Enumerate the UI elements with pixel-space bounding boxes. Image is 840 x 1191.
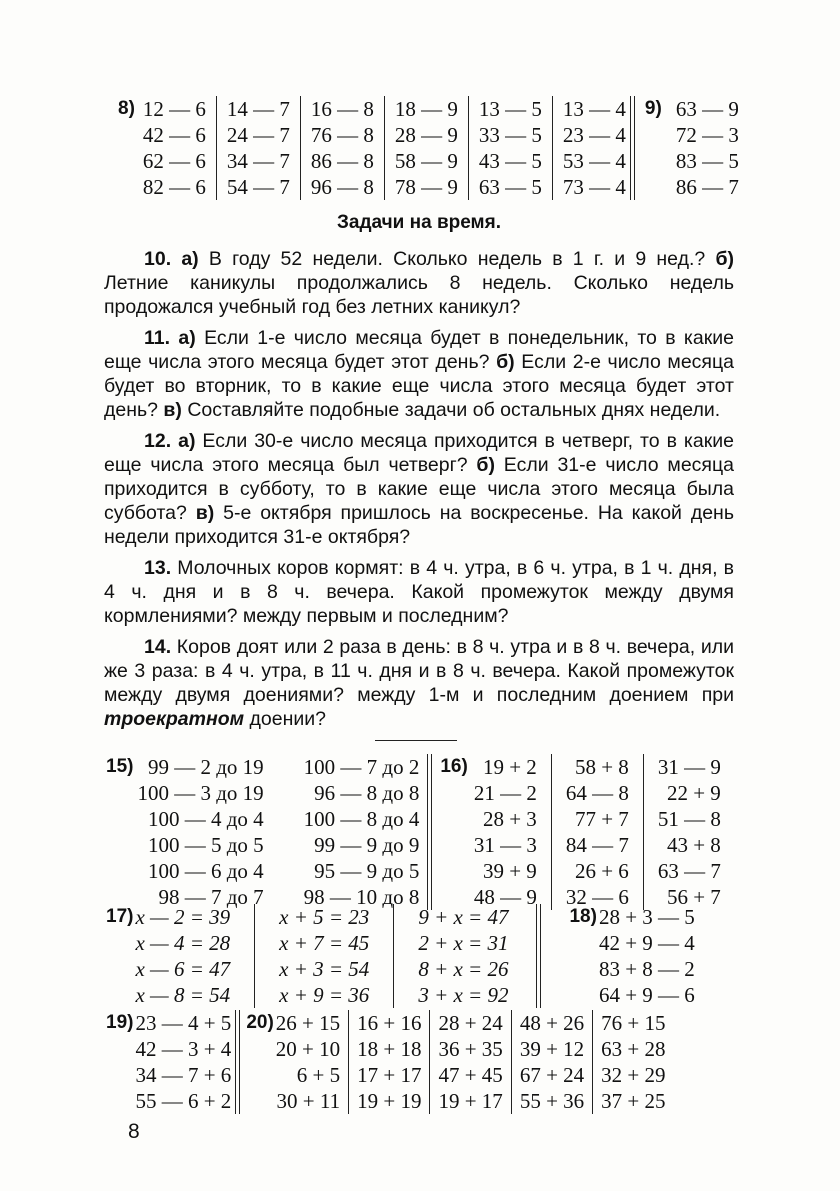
ex8-column xyxy=(143,96,206,200)
ex16-column xyxy=(474,754,537,910)
exercise-label: 20) xyxy=(246,1012,274,1033)
column-divider xyxy=(643,754,644,910)
expression: 22 + 9 xyxy=(666,781,721,805)
expression: 100 — 4 до 4 xyxy=(147,807,264,831)
ex8-column xyxy=(563,96,626,200)
expression: 39 + 9 xyxy=(482,859,537,883)
expression: 13 — 5 xyxy=(478,97,542,121)
ex9-column xyxy=(676,96,739,200)
expression: 43 — 5 xyxy=(478,149,542,173)
exercise-8-9 xyxy=(118,96,739,200)
problem-text: Летние каникулы продолжались 8 недель. Сколько недель продожался учебный год без летних каникул? xyxy=(104,272,734,318)
expression: 78 — 9 xyxy=(394,175,458,199)
problem-text: Если 31-е число месяца приходится в субботу, то в какие еще числа этого месяца была суббота? xyxy=(104,454,734,524)
expression: 99 — 2 до 19 xyxy=(147,755,264,779)
problem-text: Составляйте подобные задачи об остальных днях недели. xyxy=(181,399,721,421)
expression: 19 + 19 xyxy=(357,1089,422,1113)
part-label: а) xyxy=(178,327,196,349)
equation: x — 4 = 28 xyxy=(135,931,231,955)
expression: 86 — 8 xyxy=(310,149,374,173)
expression: 63 + 28 xyxy=(601,1037,666,1061)
expression: 47 + 45 xyxy=(438,1063,503,1087)
expression: 43 + 8 xyxy=(666,833,721,857)
expression: 83 — 5 xyxy=(675,149,739,173)
equation: x — 2 = 39 xyxy=(135,905,231,929)
expression: 77 + 7 xyxy=(574,807,629,831)
expression: 62 — 6 xyxy=(142,149,206,173)
page-number: 8 xyxy=(128,1120,140,1143)
problem-text: Если 1-е число месяца будет в понедельник, то в какие еще числа этого месяца будет этот день? xyxy=(104,327,735,373)
double-divider xyxy=(536,904,541,1008)
expression: 28 — 9 xyxy=(394,123,458,147)
section-heading: Задачи на время. xyxy=(337,212,501,233)
ex17-column xyxy=(279,904,369,1008)
part-label: а) xyxy=(181,248,199,270)
expression: 54 — 7 xyxy=(226,175,290,199)
column-divider xyxy=(429,1010,430,1114)
double-divider xyxy=(630,96,635,200)
problem-text: Если 30-е число месяца приходится в четверг, то в какие еще числа этого месяца был четверг? xyxy=(104,430,734,476)
ex15-column xyxy=(137,754,263,910)
expression: 53 — 4 xyxy=(562,149,626,173)
expression: 98 — 7 до 7 xyxy=(158,885,264,909)
expression: 82 — 6 xyxy=(142,175,206,199)
expression: 19 + 2 xyxy=(482,755,537,779)
expression: 33 — 5 xyxy=(478,123,542,147)
exercise-label: 9) xyxy=(644,98,662,119)
ex18-column xyxy=(599,904,695,1008)
ex16-column xyxy=(566,754,629,910)
expression: 12 — 6 xyxy=(142,97,206,121)
expression: 63 — 5 xyxy=(478,175,542,199)
expression: 6 + 5 xyxy=(296,1063,341,1087)
exercise-label: 15) xyxy=(106,756,134,777)
problem-number: 12. xyxy=(144,430,172,452)
expression: 95 — 9 до 5 xyxy=(314,859,420,883)
expression: 42 — 6 xyxy=(142,123,206,147)
ex20-column xyxy=(520,1010,584,1114)
column-divider xyxy=(551,754,552,910)
expression: 39 + 12 xyxy=(519,1037,585,1061)
problem-text: Молочных коров кормят: в 4 ч. утра, в 6 ч. утра, в 1 ч. дня, в 4 ч. дня и в 8 ч. вечера. Какой промежуток между двумя кормлениями? между первым и последним? xyxy=(104,557,734,627)
equation: x — 6 = 47 xyxy=(135,957,231,981)
emphasized-word: троекратном xyxy=(104,708,245,730)
ex8-column xyxy=(227,96,290,200)
expression: 55 — 6 + 2 xyxy=(135,1089,232,1113)
equation: x + 7 = 45 xyxy=(279,931,370,955)
ex19-column xyxy=(135,1010,231,1114)
problem-number: 10. xyxy=(144,248,172,270)
expression: 76 — 8 xyxy=(310,123,374,147)
expression: 42 — 3 + 4 xyxy=(135,1037,232,1061)
equation: x + 5 = 23 xyxy=(279,905,370,929)
expression: 14 — 7 xyxy=(226,97,290,121)
column-divider xyxy=(468,96,469,200)
expression: 13 — 4 xyxy=(562,97,626,121)
column-divider xyxy=(393,904,394,1008)
column-divider xyxy=(384,96,385,200)
equation: 3 + x = 92 xyxy=(418,983,509,1007)
column-divider xyxy=(348,1010,349,1114)
expression: 56 + 7 xyxy=(666,885,721,909)
equation: 8 + x = 26 xyxy=(418,957,509,981)
expression: 63 — 9 xyxy=(675,97,739,121)
ex17-column xyxy=(418,904,508,1008)
expression: 16 — 8 xyxy=(310,97,374,121)
expression: 100 — 6 до 4 xyxy=(147,859,264,883)
ex8-column xyxy=(311,96,374,200)
problem-text: В году 52 недели. Сколько недель в 1 г. и 9 нед.? xyxy=(198,248,716,270)
expression: 26 + 6 xyxy=(574,859,629,883)
expression: 55 + 36 xyxy=(519,1089,585,1113)
expression: 28 + 24 xyxy=(438,1011,503,1035)
part-label: в) xyxy=(163,399,182,421)
equation: 2 + x = 31 xyxy=(418,931,509,955)
exercise-label: 18) xyxy=(569,906,597,927)
column-divider xyxy=(552,96,553,200)
expression: 32 + 29 xyxy=(601,1063,666,1087)
equation: x + 9 = 36 xyxy=(279,983,370,1007)
double-divider xyxy=(235,1010,240,1114)
exercise-15-16 xyxy=(106,754,721,910)
expression: 63 — 7 xyxy=(657,859,721,883)
expression: 21 — 2 xyxy=(473,781,537,805)
problem-number: 13. xyxy=(144,557,172,579)
ex17-column xyxy=(135,904,230,1008)
double-divider xyxy=(427,754,432,910)
part-label: б) xyxy=(476,454,495,476)
expression: 28 + 3 — 5 xyxy=(598,905,695,929)
expression: 36 + 35 xyxy=(438,1037,503,1061)
expression: 24 — 7 xyxy=(226,123,290,147)
expression: 96 — 8 xyxy=(310,175,374,199)
expression: 58 + 8 xyxy=(574,755,629,779)
word-problems xyxy=(104,247,734,738)
expression: 31 — 9 xyxy=(657,755,721,779)
expression: 23 — 4 xyxy=(562,123,626,147)
expression: 17 + 17 xyxy=(357,1063,422,1087)
exercise-label: 19) xyxy=(106,1012,134,1033)
problem-number: 11. xyxy=(144,327,171,349)
expression: 31 — 3 xyxy=(473,833,537,857)
exercise-label: 17) xyxy=(106,906,134,927)
problem-text: Если 2-е число месяца будет во вторник, то в какие еще числа этого месяца будет этот день? xyxy=(104,351,735,421)
separator-rule xyxy=(375,740,457,741)
exercise-label: 16) xyxy=(440,756,468,777)
exercise-17-18 xyxy=(106,904,695,1008)
ex15-column xyxy=(304,754,420,910)
expression: 51 — 8 xyxy=(657,807,721,831)
ex20-column xyxy=(601,1010,665,1114)
expression: 19 + 17 xyxy=(438,1089,503,1113)
ex20-column xyxy=(357,1010,421,1114)
expression: 48 — 9 xyxy=(473,885,537,909)
expression: 18 — 9 xyxy=(394,97,458,121)
expression: 100 — 3 до 19 xyxy=(137,781,264,805)
expression: 73 — 4 xyxy=(562,175,626,199)
expression: 86 — 7 xyxy=(675,175,739,199)
ex20-column xyxy=(438,1010,502,1114)
column-divider xyxy=(300,96,301,200)
expression: 64 — 8 xyxy=(565,781,629,805)
expression: 26 + 15 xyxy=(275,1011,341,1035)
column-divider xyxy=(511,1010,512,1114)
expression: 34 — 7 xyxy=(226,149,290,173)
column-divider xyxy=(254,904,255,1008)
expression: 58 — 9 xyxy=(394,149,458,173)
problem-text: доении? xyxy=(244,708,326,730)
column-divider xyxy=(216,96,217,200)
equation: x + 3 = 54 xyxy=(279,957,370,981)
equation: x — 8 = 54 xyxy=(135,983,231,1007)
exercise-19-20 xyxy=(106,1010,666,1114)
expression: 83 + 8 — 2 xyxy=(598,957,695,981)
part-label: а) xyxy=(178,430,196,452)
expression: 48 + 26 xyxy=(519,1011,585,1035)
expression: 100 — 5 до 5 xyxy=(147,833,264,857)
part-label: б) xyxy=(496,351,515,373)
expression: 20 + 10 xyxy=(275,1037,341,1061)
expression: 42 + 9 — 4 xyxy=(598,931,695,955)
expression: 100 — 7 до 2 xyxy=(303,755,420,779)
expression: 32 — 6 xyxy=(565,885,629,909)
expression: 99 — 9 до 9 xyxy=(314,833,420,857)
column-divider xyxy=(592,1010,593,1114)
expression: 84 — 7 xyxy=(565,833,629,857)
ex20-column xyxy=(276,1010,340,1114)
problem-text: Коров доят или 2 раза в день: в 8 ч. утра и в 8 ч. вечера, или же 3 раза: в 4 ч. утра, в 11 ч. дня и в 8 ч. вечера. Какой промежуток между двумя доениями? между 1-м и последним доением при xyxy=(104,636,734,706)
problem-12 xyxy=(104,429,734,549)
expression: 34 — 7 + 6 xyxy=(135,1063,232,1087)
ex8-column xyxy=(479,96,542,200)
exercise-label: 8) xyxy=(118,98,135,119)
problem-14 xyxy=(104,635,734,731)
expression: 18 + 18 xyxy=(357,1037,422,1061)
expression: 28 + 3 xyxy=(482,807,537,831)
expression: 96 — 8 до 8 xyxy=(314,781,420,805)
expression: 72 — 3 xyxy=(675,123,739,147)
part-label: б) xyxy=(715,248,734,270)
equation: 9 + x = 47 xyxy=(418,905,509,929)
problem-text: 5-е октября пришлось на воскресенье. На какой день недели приходится 31-е октября? xyxy=(104,502,734,548)
part-label: в) xyxy=(195,502,215,524)
expression: 98 — 10 до 8 xyxy=(303,885,420,909)
expression: 67 + 24 xyxy=(519,1063,585,1087)
expression: 30 + 11 xyxy=(276,1089,341,1113)
expression: 37 + 25 xyxy=(601,1089,666,1113)
problem-10 xyxy=(104,247,734,319)
problem-13 xyxy=(104,556,734,628)
expression: 64 + 9 — 6 xyxy=(598,983,695,1007)
expression: 76 + 15 xyxy=(601,1011,666,1035)
expression: 23 — 4 + 5 xyxy=(135,1011,232,1035)
ex8-column xyxy=(395,96,458,200)
problem-11 xyxy=(104,326,734,422)
expression: 16 + 16 xyxy=(357,1011,422,1035)
problem-number: 14. xyxy=(144,636,172,658)
ex16-column xyxy=(658,754,721,910)
expression: 100 — 8 до 4 xyxy=(303,807,420,831)
